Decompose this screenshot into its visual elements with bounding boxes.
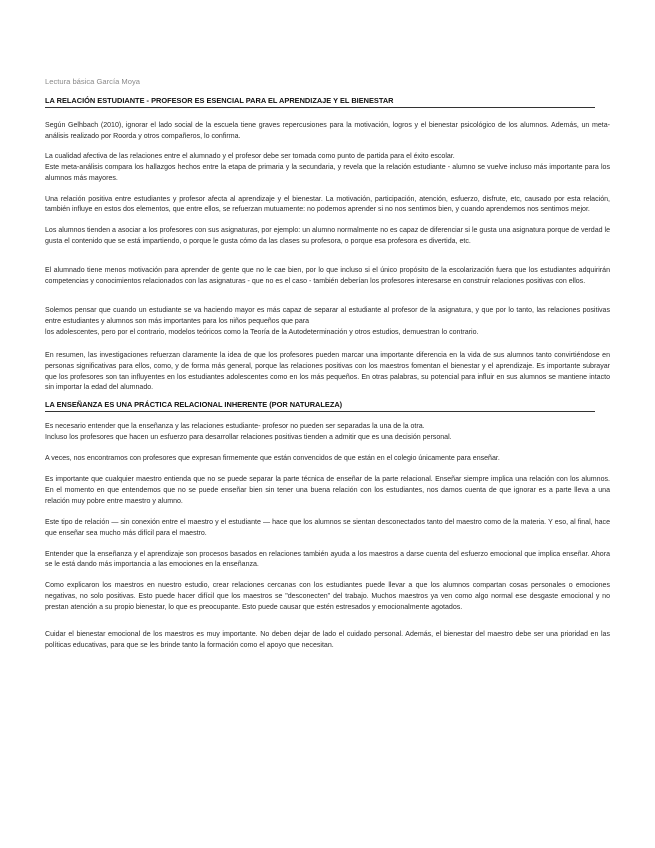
- paragraph: Una relación positiva entre estudiantes y profesor afecta al aprendizaje y el bienestar. La motivación, participación, atención, esfuerzo, disfrute, etc, causado por esta relación, también influye en estos dos elementos, que entre ellos, se refuerzan mutuamente: no podemos aprender si no nos sentimos bien, y cuando aprendemos nos sentimos mejor.: [45, 195, 610, 214]
- section-heading-relacion: LA RELACIÓN ESTUDIANTE - PROFESOR ES ESENCIAL PARA EL APRENDIZAJE Y EL BIENESTAR: [45, 96, 595, 108]
- paragraph: Es necesario entender que la enseñanza y las relaciones estudiante- profesor no pueden ser separadas la una de la otra.: [45, 423, 425, 431]
- paragraph: Solemos pensar que cuando un estudiante se va haciendo mayor es más capaz de separar al estudiante al profesor de la asignatura, y que por lo tanto, las relaciones positivas entre estudiantes y alumnos son más importantes para los niños pequeños que para: [45, 306, 610, 325]
- paragraph: Según Gelhbach (2010), ignorar el lado social de la escuela tiene graves repercusiones para la motivación, logros y el bienestar psicológico de los alumnos. Además, un meta-análisis realizado por Roorda y otros compañeros, lo confirma.: [45, 122, 610, 140]
- paragraph: La cualidad afectiva de las relaciones entre el alumnado y el profesor debe ser tomada como punto de partida para el éxito escolar.: [45, 152, 455, 160]
- section-heading-ensenanza: LA ENSEÑANZA ES UNA PRÁCTICA RELACIONAL INHERENTE (POR NATURALEZA): [45, 400, 595, 412]
- paragraph: Entender que la enseñanza y el aprendizaje son procesos basados en relaciones también ayuda a los maestros a darse cuenta del esfuerzo emocional que implica enseñar. Ahora se le está dando más importancia a las emociones en la enseñanza.: [45, 550, 610, 569]
- paragraph: Este tipo de relación — sin conexión entre el maestro y el estudiante — hace que los alumnos se sientan desconectados tanto del maestro como de la materia. Y eso, al final, hace que enseñar sea mucho más difícil para el maestro.: [45, 518, 610, 537]
- paragraph: Es importante que cualquier maestro entienda que no se puede separar la parte técnica de enseñar de la parte relacional. Enseñar siempre implica una relación con los alumnos. En el momento en que entendemos que no se puede enseñar bien sin tener una buena relación con los estudiantes, nos damos cuenta de que ignorar es a parte lleva a una relación muy pobre entre maestro y alumno.: [45, 476, 610, 505]
- paragraph: los adolescentes, pero por el contrario, modelos teóricos como la Teoría de la Autodeterminación y otros estudios, demuestran lo contrario.: [45, 328, 479, 336]
- paragraph: En resumen, las investigaciones refuerzan claramente la idea de que los profesores pueden marcar una importante diferencia en la vida de sus alumnos tanto convirtiéndose en personas significativas para ellos, como, y de forma más general, porque las relaciones positivas con los maestros fomentan el bienestar y el aprendizaje. Es importante subrayar que los profesores son tan influyentes en los estudiantes adolescentes como en los más pequeños. En otras palabras, su potencial para influir en sus alumnos se mantiene intacto sin importar la edad del alumnado.: [45, 351, 610, 392]
- paragraph: Como explicaron los maestros en nuestro estudio, crear relaciones cercanas con los estudiantes puede llevar a que los alumnos compartan cosas personales o emociones negativas, no solo positivas. Esto puede hacer difícil que los maestros se "desconecten" del trabajo. Muchos maestros ya ven como algo normal ese desgaste emocional y no prestan atención a su propio bienestar, lo que es preocupante. Esto puede causar que estén estresados y emocionalmente agotados.: [45, 582, 610, 612]
- document-source-label: Lectura básica García Moya: [45, 77, 140, 86]
- paragraph: A veces, nos encontramos con profesores que expresan firmemente que están convencidos de que están en el colegio únicamente para enseñar.: [45, 455, 500, 463]
- paragraph: Incluso los profesores que hacen un esfuerzo para desarrollar relaciones positivas tienden a admitir que es una decisión personal.: [45, 434, 452, 442]
- paragraph: El alumnado tiene menos motivación para aprender de gente que no le cae bien, por lo que incluso si el único propósito de la escolarización fuera que los estudiantes adquirirán competencias y conocimientos relacionados con las asignaturas - que no es el caso - también deberían los profesores interesarse en construir relaciones positivas con ellos.: [45, 267, 610, 286]
- paragraph: Cuidar el bienestar emocional de los maestros es muy importante. No deben dejar de lado el cuidado personal. Además, el bienestar del maestro debe ser una prioridad en las políticas educativas, para que se les brinde tanto la formación como el apoyo que necesitan.: [45, 631, 610, 649]
- paragraph: Este meta-análisis compara los hallazgos hechos entre la etapa de primaria y la secundaria, y revela que la relación estudiante - alumno se vuelve incluso más importante para los alumnos más mayores.: [45, 163, 610, 182]
- paragraph: Los alumnos tienden a asociar a los profesores con sus asignaturas, por ejemplo: un alumno normalmente no es capaz de diferenciar si le gusta una asignatura porque de verdad le gusta el contenido que se está impartiendo, o porque le gusta cómo da las clases su profesora, o porque esa profesora es divertida, etc.: [45, 227, 610, 246]
